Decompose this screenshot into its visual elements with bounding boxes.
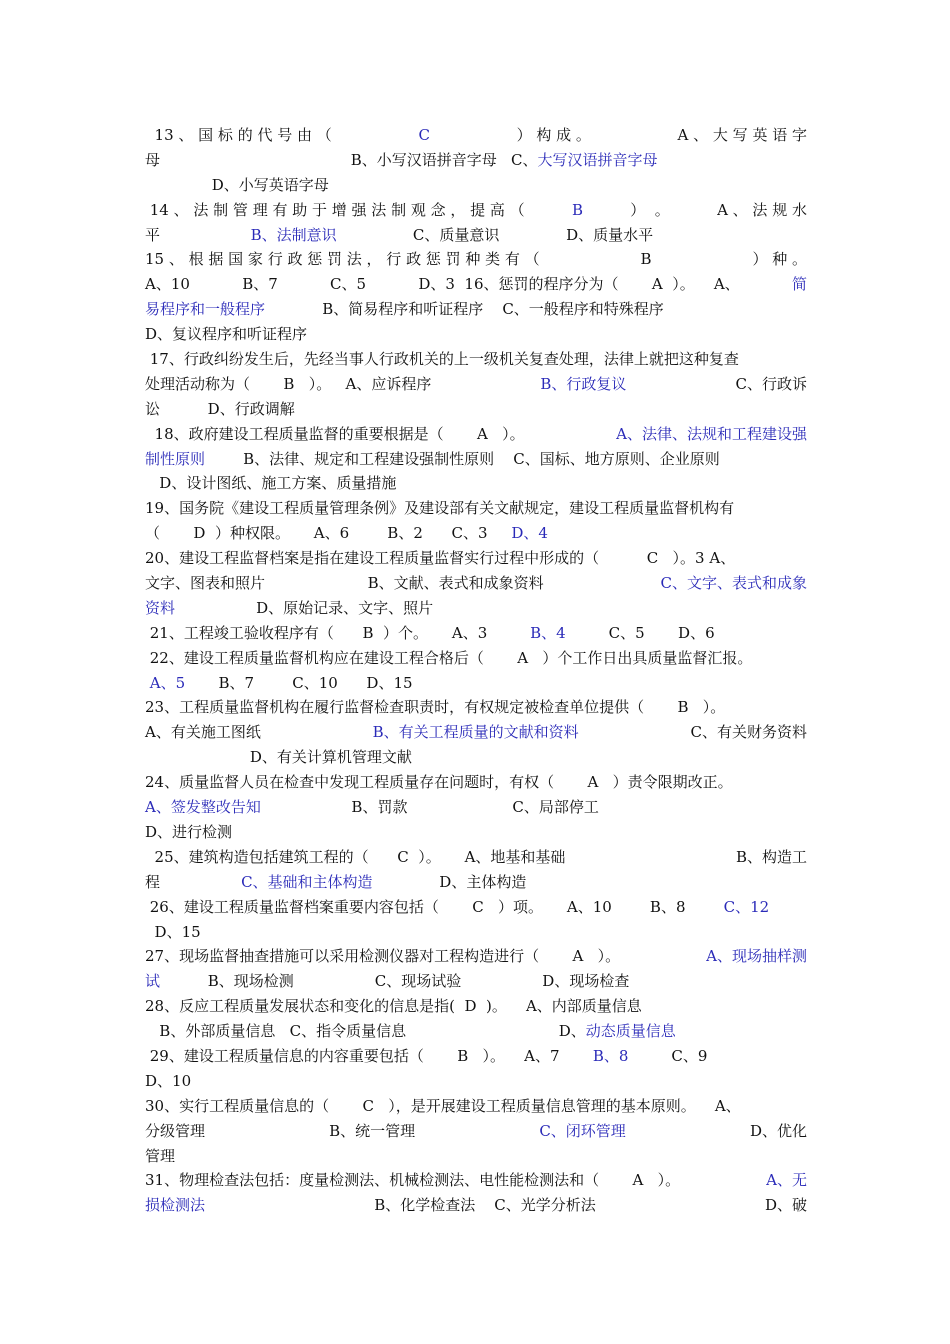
- text-segment: 母 B、小写汉语拼音字母 C、: [145, 150, 538, 169]
- document-page: [145, 123, 807, 1218]
- answer-highlight: 大写汉语拼音字母: [537, 150, 658, 169]
- text-line: [145, 845, 807, 870]
- text-line: [145, 223, 807, 248]
- text-segment: 平: [145, 225, 251, 244]
- text-segment: B、简易程序和听证程序 C、一般程序和特殊程序: [265, 300, 664, 319]
- answer-highlight: 易程序和一般程序: [145, 300, 266, 319]
- text-segment: 23、工程质量监督机构在履行监督检查职责时，有权规定被检查单位提供（ B ）。: [145, 698, 726, 717]
- text-segment: ） 种 。: [752, 250, 807, 269]
- text-line: [145, 1168, 807, 1193]
- text-segment: 17、行政纠纷发生后，先经当事人行政机关的上一级机关复查处理，法律上就把这种复查: [145, 350, 739, 369]
- text-line: [145, 422, 807, 447]
- answer-highlight: A、5: [145, 673, 186, 692]
- text-line: [145, 795, 807, 820]
- text-line: [145, 496, 807, 521]
- text-segment: 21、工程竣工验收程序有（ B ）个。 A、3: [145, 623, 531, 642]
- text-line: [145, 173, 807, 198]
- text-segment: C、质量意识 D、质量水平: [336, 225, 654, 244]
- text-line: [145, 671, 807, 696]
- text-segment: B: [640, 250, 652, 269]
- answer-highlight: 资料: [145, 598, 176, 617]
- text-line: [145, 297, 807, 322]
- text-segment: 文字、图表和照片: [145, 574, 266, 593]
- text-line: [145, 969, 807, 994]
- text-line: [145, 521, 807, 546]
- text-line: [145, 1144, 807, 1169]
- answer-highlight: 损检测法: [145, 1196, 206, 1215]
- text-segment: 讼 D、行政调解: [145, 399, 295, 418]
- text-segment: A、有关施工图纸: [145, 723, 261, 742]
- text-segment: D、进行检测: [145, 822, 233, 841]
- text-segment: B、外部质量信息 C、指令质量信息 D、: [145, 1022, 586, 1041]
- text-segment: 19、国务院《建设工程质量管理条例》及建设部有关文献规定，建设工程质量监督机构有: [145, 499, 735, 518]
- text-segment: D、有关计算机管理文献: [145, 748, 412, 767]
- answer-highlight: B、4: [530, 623, 566, 642]
- answer-highlight: B、行政复议: [540, 374, 627, 393]
- text-segment: A、10: [145, 275, 190, 294]
- text-line: [145, 1019, 807, 1044]
- answer-highlight: 简: [791, 275, 807, 294]
- text-segment: B、现场检测 C、现场试验 D、现场检查: [160, 972, 630, 991]
- answer-highlight: A、法律、法规和工程建设强: [616, 424, 807, 443]
- text-line: [145, 247, 807, 272]
- text-segment: A 、 法 规 水: [717, 200, 807, 219]
- text-segment: ） 构 成 。: [516, 126, 591, 144]
- text-segment: B、统一管理: [329, 1121, 416, 1140]
- text-line: [145, 347, 807, 372]
- text-segment: A 、 大 写 英 语 字: [677, 126, 807, 144]
- answer-highlight: A、无: [766, 1171, 807, 1190]
- text-line: [145, 123, 807, 148]
- text-line: [145, 447, 807, 472]
- answer-highlight: A、签发整改告知: [145, 798, 261, 817]
- text-line: [145, 646, 807, 671]
- text-segment: 18、政府建设工程质量监督的重要根据是（ A ）。: [145, 424, 525, 443]
- text-line: [145, 1044, 807, 1069]
- answer-highlight: 试: [145, 972, 161, 991]
- text-segment: 程: [145, 872, 242, 891]
- text-segment: 29、建设工程质量信息的内容重要包括（ B ）。 A、7: [145, 1046, 593, 1065]
- text-segment: 25、建筑构造包括建筑工程的（ C ）。 A、地基和基础: [145, 847, 566, 866]
- text-segment: D、15: [145, 922, 201, 941]
- text-line: [145, 372, 807, 397]
- text-segment: B、化学检查法 C、光学分析法: [374, 1196, 596, 1215]
- answer-highlight: B: [571, 200, 583, 219]
- text-segment: B、构造工: [735, 847, 807, 866]
- answer-highlight: A、现场抽样测: [706, 947, 807, 966]
- text-line: [145, 994, 807, 1019]
- text-line: [145, 745, 807, 770]
- text-segment: C、9: [628, 1046, 708, 1065]
- text-segment: D、3 16、惩罚的程序分为（ A ）。 A、: [418, 275, 740, 294]
- text-line: [145, 944, 807, 969]
- text-line: [145, 695, 807, 720]
- text-line: [145, 1119, 807, 1144]
- text-line: [145, 621, 807, 646]
- text-line: [145, 920, 807, 945]
- answer-highlight: 动态质量信息: [585, 1022, 676, 1041]
- text-segment: （ D ）种权限。 A、6 B、2 C、3: [145, 524, 512, 543]
- answer-highlight: B、法制意识: [250, 225, 337, 244]
- text-segment: B、文献、表式和成象资料: [367, 574, 558, 593]
- text-segment: B、罚款 C、局部停工: [260, 798, 599, 817]
- text-segment: C、5: [330, 275, 367, 294]
- text-segment: D、小写英语字母: [145, 175, 329, 194]
- text-segment: C、有关财务资料: [690, 723, 807, 742]
- answer-highlight: C: [418, 126, 430, 144]
- text-segment: D、破: [764, 1196, 807, 1215]
- answer-highlight: C、文字、表式和成象: [660, 574, 807, 593]
- text-segment: 26、建设工程质量监督档案重要内容包括（ C ）项。 A、10 B、8: [145, 897, 724, 916]
- text-line: [145, 1094, 807, 1119]
- text-line: [145, 198, 807, 223]
- text-line: [145, 397, 807, 422]
- text-segment: D、主体构造: [372, 872, 527, 891]
- text-segment: 31、物理检查法包括：度量检测法、机械检测法、电性能检测法和（ A ）。: [145, 1171, 695, 1190]
- text-line: [145, 272, 807, 297]
- text-segment: 15 、 根 据 国 家 行 政 惩 罚 法 ， 行 政 惩 罚 种 类 有 （: [145, 250, 540, 269]
- text-line: [145, 870, 807, 895]
- answer-highlight: B、8: [592, 1046, 629, 1065]
- text-segment: 28、反应工程质量发展状态和变化的信息是指( D )。 A、内部质量信息: [145, 997, 642, 1016]
- text-line: [145, 471, 807, 496]
- text-segment: C、行政诉: [735, 374, 807, 393]
- text-segment: D、复议程序和听证程序: [145, 325, 308, 344]
- text-segment: B、法律、规定和工程建设强制性原则 C、国标、地方原则、企业原则: [205, 449, 720, 468]
- text-line: [145, 322, 807, 347]
- text-segment: 14 、 法 制 管 理 有 助 于 增 强 法 制 观 念 ， 提 高 （: [145, 200, 525, 219]
- text-segment: B、7 C、10 D、15: [185, 673, 413, 692]
- answer-highlight: D、4: [511, 524, 548, 543]
- text-line: [145, 1193, 807, 1218]
- text-segment: 13 、 国 标 的 代 号 由 （: [145, 126, 332, 144]
- text-line: [145, 770, 807, 795]
- text-line: [145, 148, 807, 173]
- text-segment: D、原始记录、文字、照片: [175, 598, 434, 617]
- text-line: [145, 546, 807, 571]
- text-line: [145, 720, 807, 745]
- text-segment: ） 。: [630, 200, 670, 219]
- text-segment: 管理: [145, 1146, 176, 1165]
- text-segment: 30、实行工程质量信息的（ C ），是开展建设工程质量信息管理的基本原则。 A、: [145, 1096, 741, 1115]
- text-segment: C、5 D、6: [565, 623, 715, 642]
- text-segment: 22、建设工程质量监督机构应在建设工程合格后（ A ）个工作日出具质量监督汇报。: [145, 648, 753, 667]
- text-segment: 27、现场监督抽查措施可以采用检测仪器对工程构造进行（ A ）。: [145, 947, 635, 966]
- text-segment: D、设计图纸、施工方案、质量措施: [145, 474, 397, 493]
- text-line: [145, 895, 807, 920]
- answer-highlight: 制性原则: [145, 449, 206, 468]
- text-segment: 20、建设工程监督档案是指在建设工程质量监督实行过程中形成的（ C ）。3 A、: [145, 549, 736, 568]
- text-line: [145, 820, 807, 845]
- text-segment: 24、质量监督人员在检查中发现工程质量存在问题时，有权（ A ）责令限期改正。: [145, 773, 733, 792]
- answer-highlight: C、基础和主体构造: [241, 872, 373, 891]
- text-line: [145, 1069, 807, 1094]
- text-segment: D、优化: [749, 1121, 807, 1140]
- text-segment: 处理活动称为（ B ）。 A、应诉程序: [145, 374, 432, 393]
- answer-highlight: C、12: [723, 897, 770, 916]
- text-segment: 分级管理: [145, 1121, 206, 1140]
- answer-highlight: C、闭环管理: [539, 1121, 626, 1140]
- text-segment: D、10: [145, 1071, 192, 1090]
- text-line: [145, 596, 807, 621]
- text-line: [145, 571, 807, 596]
- answer-highlight: B、有关工程质量的文献和资料: [372, 723, 579, 742]
- text-segment: B、7: [242, 275, 278, 294]
